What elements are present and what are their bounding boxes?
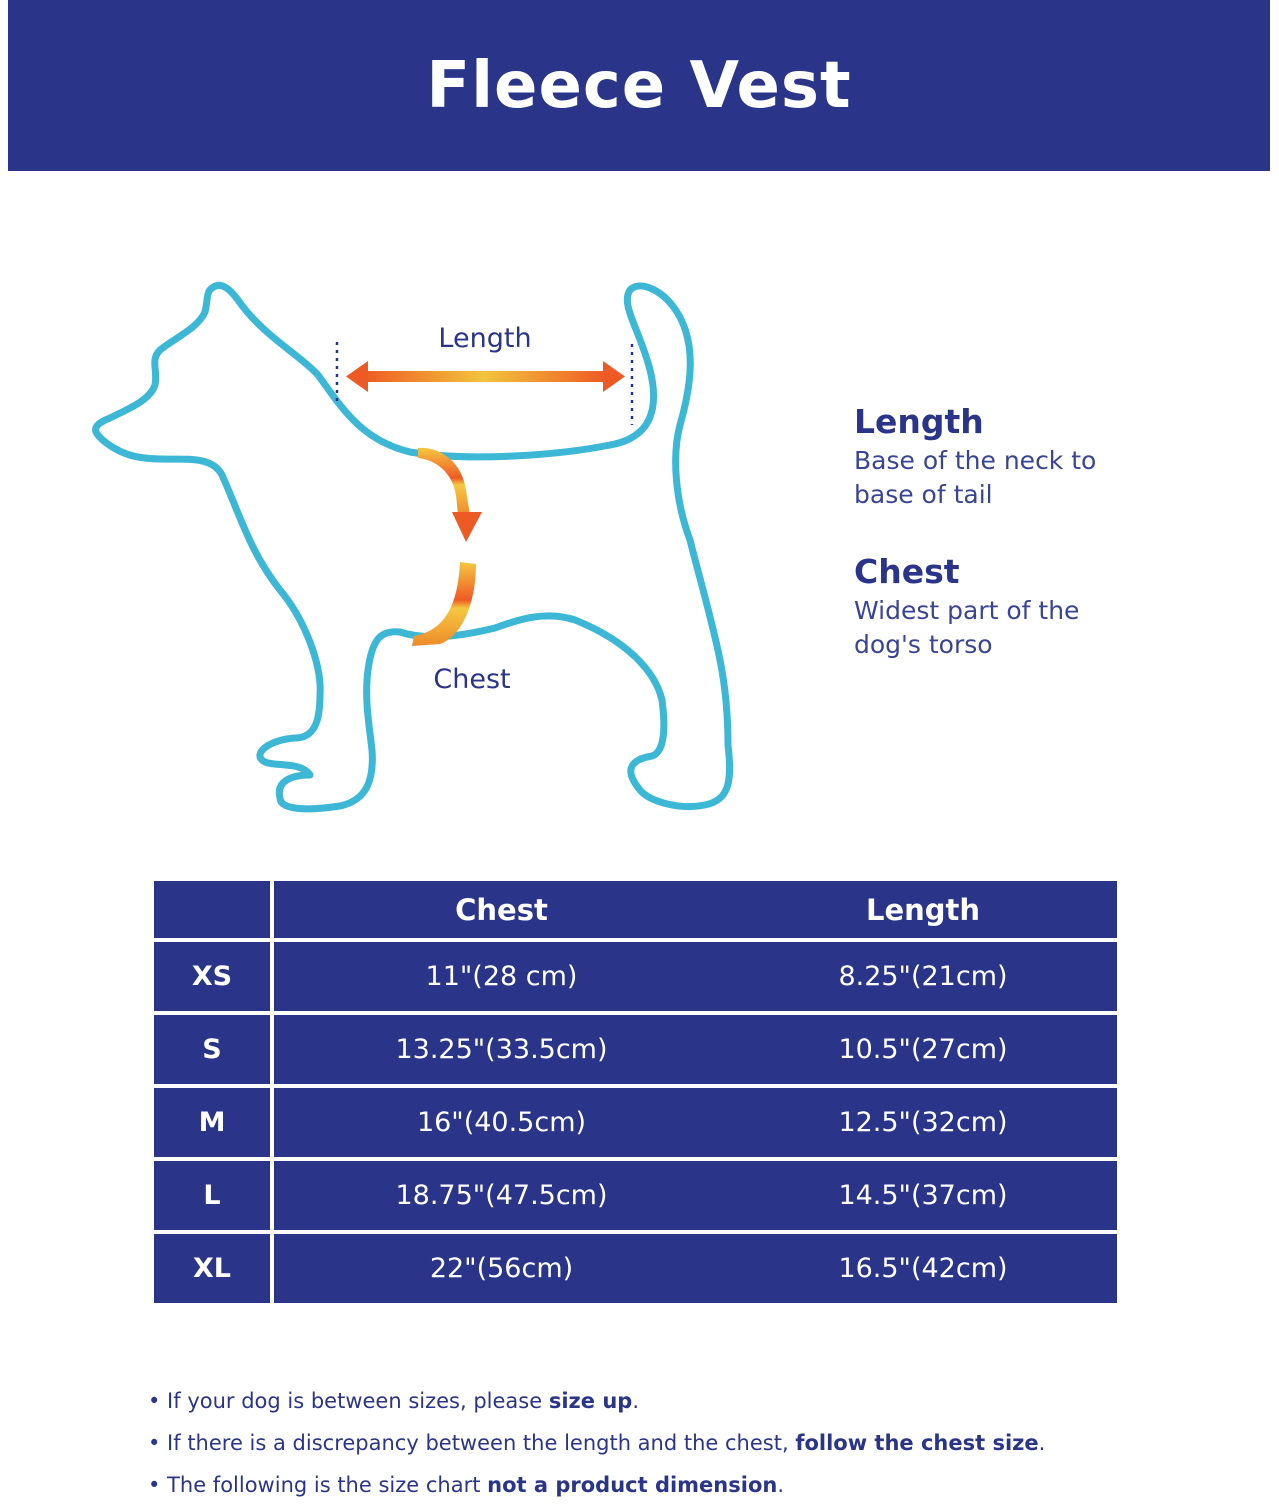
dog-outline [96,285,730,808]
chest-cell: 11"(28 cm) [274,942,729,1011]
legend-length-desc-2: base of tail [854,480,993,509]
legend-length [854,400,1254,512]
measurement-legend [854,400,1254,662]
note-item: • If there is a discrepancy between the length and the chest, follow the chest size. [148,1431,1046,1455]
table-row [154,1015,1117,1084]
size-cell: S [154,1015,270,1084]
legend-chest-term: Chest [854,552,960,591]
size-cell: L [154,1161,270,1230]
length-cell: 16.5"(42cm) [729,1234,1117,1303]
table-row [154,1088,1117,1157]
length-arrow [346,361,625,392]
legend-chest-desc-2: dog's torso [854,630,993,659]
note-item: • The following is the size chart not a product dimension. [148,1473,785,1497]
legend-chest [854,550,1254,662]
chest-arrow [412,448,482,646]
size-cell: XL [154,1234,270,1303]
length-cell: 10.5"(27cm) [729,1015,1117,1084]
table-row [154,1161,1117,1230]
header-size [154,881,270,938]
header-length: Length [729,881,1117,938]
size-cell: M [154,1088,270,1157]
size-cell: XS [154,942,270,1011]
legend-length-desc-1: Base of the neck to [854,446,1097,475]
legend-length-term: Length [854,402,984,441]
table-header-row [154,881,1117,938]
length-cell: 14.5"(37cm) [729,1161,1117,1230]
length-cell: 8.25"(21cm) [729,942,1117,1011]
sizing-notes [148,1380,1228,1506]
chest-cell: 13.25"(33.5cm) [274,1015,729,1084]
chest-cell: 18.75"(47.5cm) [274,1161,729,1230]
table-row [154,1234,1117,1303]
note-item: • If your dog is between sizes, please size up. [148,1389,639,1413]
chest-cell: 22"(56cm) [274,1234,729,1303]
dog-measurement-diagram [0,200,800,850]
title-banner [8,0,1270,171]
chest-diagram-label: Chest [433,664,511,695]
length-diagram-label: Length [438,323,532,354]
legend-chest-desc-1: Widest part of the [854,596,1080,625]
header-chest: Chest [274,881,729,938]
page-title: Fleece Vest [426,48,852,123]
chest-cell: 16"(40.5cm) [274,1088,729,1157]
length-cell: 12.5"(32cm) [729,1088,1117,1157]
table-row [154,942,1117,1011]
size-chart-table [154,881,1117,1303]
